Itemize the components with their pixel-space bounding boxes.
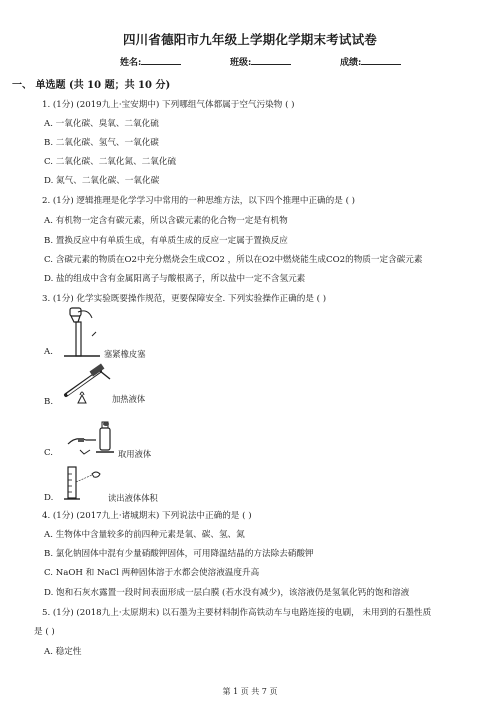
question-3-label-b: 加热液体 [112,394,146,404]
question-1-option-a: A. 一氧化碳、臭氧、二氧化硫 [44,119,159,129]
question-4-option-b: B. 氯化钠固体中混有少量硝酸钾固体，可用降温结晶的方法除去硝酸钾 [44,549,314,559]
question-4-stem: 4. (1分) (2017九上·诸城期末) 下列说法中正确的是 ( ) [42,511,252,521]
question-3-label-d: 读出液体体积 [108,493,158,503]
name-label: 姓名: [120,58,142,68]
page-number: 第 1 页 共 7 页 [222,687,278,696]
question-2-stem: 2. (1分) 逻辑推理是化学学习中常用的一种思维方法，以下四个推理中正确的是 ( ) [42,196,356,206]
exam-title: 四川省德阳市九年级上学期化学期末考试试卷 [122,32,377,47]
question-5-stem-continued: 是 ( ) [34,627,55,637]
question-2-option-c: C. 含碳元素的物质在O2中充分燃烧会生成CO2 ，所以在O2中燃烧能生成CO2的物质一定含碳元素 [44,255,423,265]
stopper-insertion-diagram [62,306,102,358]
question-3-option-a: A. [44,347,53,357]
question-3-option-b: B. [44,397,54,407]
question-4-option-a: A. 生物体中含量较多的前四种元素是氧、碳、氢、氮 [44,530,245,540]
question-5-stem: 5. (1分) (2018九上·太原期末) 以石墨为主要材料制作高铁动车与电路连接的电刷， 未用到的石墨性质 [42,608,432,618]
question-2-option-b: B. 置换反应中有单质生成，有单质生成的反应一定属于置换反应 [44,236,288,246]
question-1-option-c: C. 二氧化碳、二氧化氮、二氧化硫 [44,157,177,167]
question-3-stem: 3. (1分) 化学实验既要操作规范，更要保障安全. 下列实验操作正确的是 ( ) [42,294,327,304]
question-3-option-c: C. [44,448,54,458]
heating-liquid-diagram [60,365,112,405]
score-field [340,55,401,68]
question-4-option-c: C. NaOH 和 NaCl 两种固体溶于水都会使溶液温度升高 [44,568,260,578]
question-3-label-a: 塞紧橡皮塞 [104,349,146,359]
class-label: 班级: [230,58,252,68]
question-3-option-d: D. [44,493,54,503]
section-heading: 一、 单选题 (共 10 题；共 10 分) [12,80,171,91]
question-2-option-a: A. 有机物一定含有碳元素，所以含碳元素的化合物一定是有机物 [44,216,288,226]
question-1-stem: 1. (1分) (2019九上·宝安期中) 下列哪组气体都属于空气污染物 ( ) [42,100,295,110]
question-5-option-a: A. 稳定性 [44,647,82,657]
question-2-option-d: D. 盐的组成中含有金属阳离子与酸根离子，所以盐中一定不含氢元素 [44,274,306,284]
question-3-label-c: 取用液体 [118,449,152,459]
reading-volume-diagram [62,466,106,500]
class-field [230,55,291,68]
dropper-liquid-diagram [66,418,116,460]
question-4-option-d: D. 饱和石灰水露置一段时间表面形成一层白膜 (若水没有减少)，该溶液仍是氢氧化钙的饱和溶液 [44,588,410,598]
name-field [120,55,181,68]
question-1-option-b: B. 二氧化碳、氢气、一氧化碳 [44,138,159,148]
score-label: 成绩: [340,58,362,68]
question-1-option-d: D. 氮气、二氧化碳、一氧化碳 [44,176,160,186]
